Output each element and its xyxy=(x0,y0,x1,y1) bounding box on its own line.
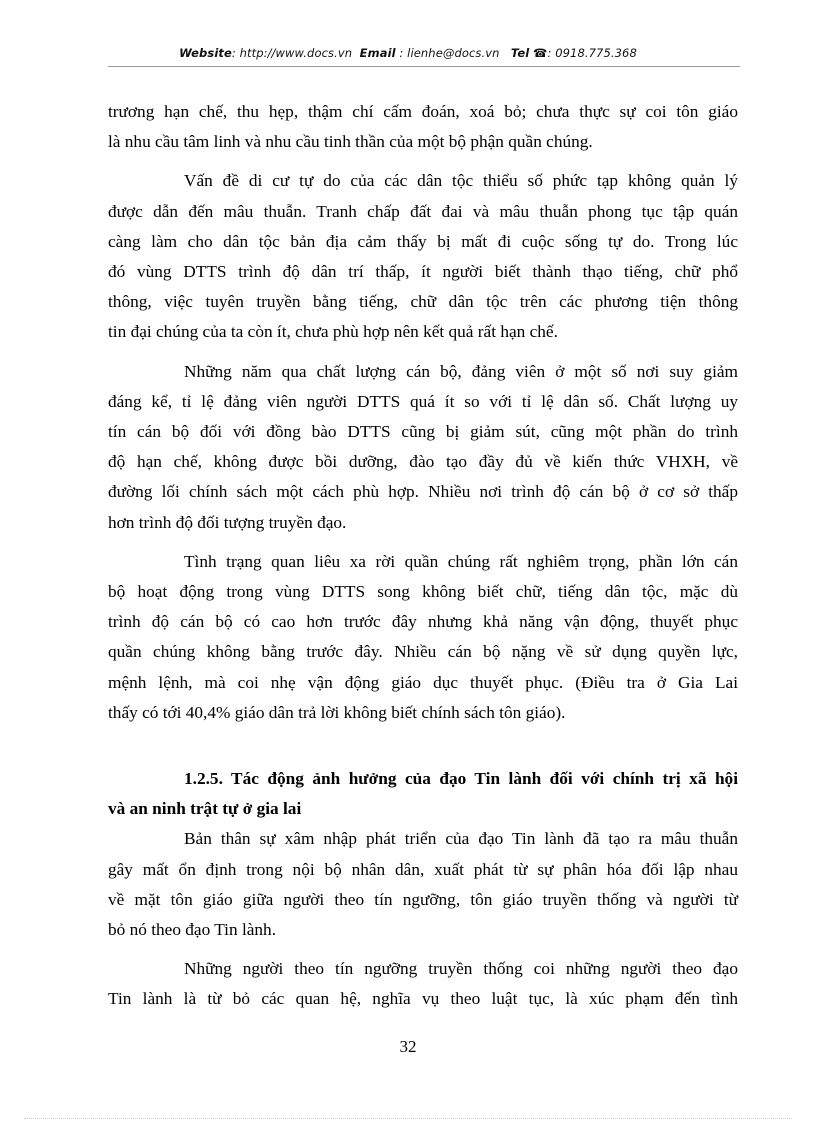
page-header xyxy=(0,46,816,60)
page-number: 32 xyxy=(399,1037,417,1056)
paragraph-3 xyxy=(108,357,738,538)
text-line: được dẫn đến mâu thuẫn. Tranh chấp đất đai và mâu thuẫn phong tục tập quán xyxy=(108,201,738,221)
text-line: Tình trạng quan liêu xa rời quần chúng rất nghiêm trọng, phần lớn cán xyxy=(184,551,738,571)
text-line: Những năm qua chất lượng cán bộ, đảng viên ở một số nơi suy giảm xyxy=(184,361,738,381)
text-line: tín cán bộ đối với đồng bào DTTS cũng bị giảm sút, cũng một phần do trình xyxy=(108,422,738,442)
text-line: Bản thân sự xâm nhập phát triển của đạo Tin lành đã tạo ra mâu thuẫn xyxy=(184,829,738,849)
paragraph-6 xyxy=(108,954,738,1014)
text-line: đáng kể, tỉ lệ đảng viên người DTTS quá ít so với tỉ lệ dân số. Chất lượng uy xyxy=(108,391,738,411)
text-line: càng làm cho dân tộc bản địa cảm thấy bị mất đi cuộc sống tự do. Trong lúc xyxy=(108,231,738,251)
text-line: bỏ nó theo đạo Tin lành. xyxy=(108,920,277,940)
text-line: Những người theo tín ngưỡng truyền thống coi những người theo đạo xyxy=(184,959,738,979)
text-line: về mặt tôn giáo giữa người theo tín ngưỡng, tôn giáo truyền thống và người từ xyxy=(108,889,738,909)
phone-icon: ☎ xyxy=(533,46,548,60)
document-body xyxy=(108,97,738,1015)
text-line: thấy có tới 40,4% giáo dân trả lời không biết chính sách tôn giáo). xyxy=(108,702,566,722)
heading-line: 1.2.5. Tác động ảnh hưởng của đạo Tin lành đối với chính trị xã hội xyxy=(184,769,738,789)
text-line: thông, việc tuyên truyền bằng tiếng, chữ dân tộc trên các phương tiện thông xyxy=(108,292,738,312)
tel-value: : 0918.775.368 xyxy=(547,46,637,60)
text-line: bộ hoạt động trong vùng DTTS song không biết chữ, tiếng dân tộc, mặc dù xyxy=(108,582,738,602)
paragraph-1 xyxy=(108,97,738,157)
text-line: Vấn đề di cư tự do của các dân tộc thiểu số phức tạp không quản lý xyxy=(184,171,738,191)
paragraph-5 xyxy=(108,824,738,945)
website-value: : http://www.docs.vn xyxy=(231,46,353,60)
text-line: đó vùng DTTS trình độ dân trí thấp, ít người biết thành thạo tiếng, chữ phổ xyxy=(108,262,738,282)
text-line: tin đại chúng của ta còn ít, chưa phù hợp nên kết quả rất hạn chế. xyxy=(108,322,558,342)
text-line: độ hạn chế, không được bồi dưỡng, đào tạo đầy đủ về kiến thức VHXH, về xyxy=(108,452,738,472)
text-line: trình độ cán bộ có cao hơn trước đây nhưng khả năng vận động, thuyết phục xyxy=(108,612,738,632)
footer-divider xyxy=(24,1118,792,1119)
text-line: đường lối chính sách một cách phù hợp. Nhiều nơi trình độ cán bộ ở cơ sở thấp xyxy=(108,482,738,502)
tel-label: Tel xyxy=(510,46,530,60)
text-line: mệnh lệnh, mà coi nhẹ vận động giáo dục thuyết phục. (Điều tra ở Gia Lai xyxy=(108,672,738,692)
section-heading xyxy=(108,764,738,824)
email-value: : lienhe@docs.vn xyxy=(399,46,500,60)
text-line: hơn trình độ đối tượng truyền đạo. xyxy=(108,512,347,532)
heading-line: và an ninh trật tự ở gia lai xyxy=(108,799,302,819)
header-divider xyxy=(108,66,740,67)
text-line: trương hạn chế, thu hẹp, thậm chí cấm đoán, xoá bỏ; chưa thực sự coi tôn giáo xyxy=(108,102,738,121)
email-label: Email xyxy=(359,46,396,60)
text-line: là nhu cầu tâm linh và nhu cầu tinh thần của một bộ phận quần chúng. xyxy=(108,132,593,152)
paragraph-4 xyxy=(108,547,738,728)
website-label: Website xyxy=(179,46,232,60)
text-line: quần chúng không bằng trước đây. Nhiều cán bộ nặng về sử dụng quyền lực, xyxy=(108,642,738,662)
text-line: gây mất ổn định trong nội bộ nhân dân, xuất phát từ sự phân hóa đối lập nhau xyxy=(108,859,738,879)
text-line: Tin lành là từ bỏ các quan hệ, nghĩa vụ theo luật tục, là xúc phạm đến tình xyxy=(108,989,738,1009)
paragraph-2 xyxy=(108,166,738,347)
